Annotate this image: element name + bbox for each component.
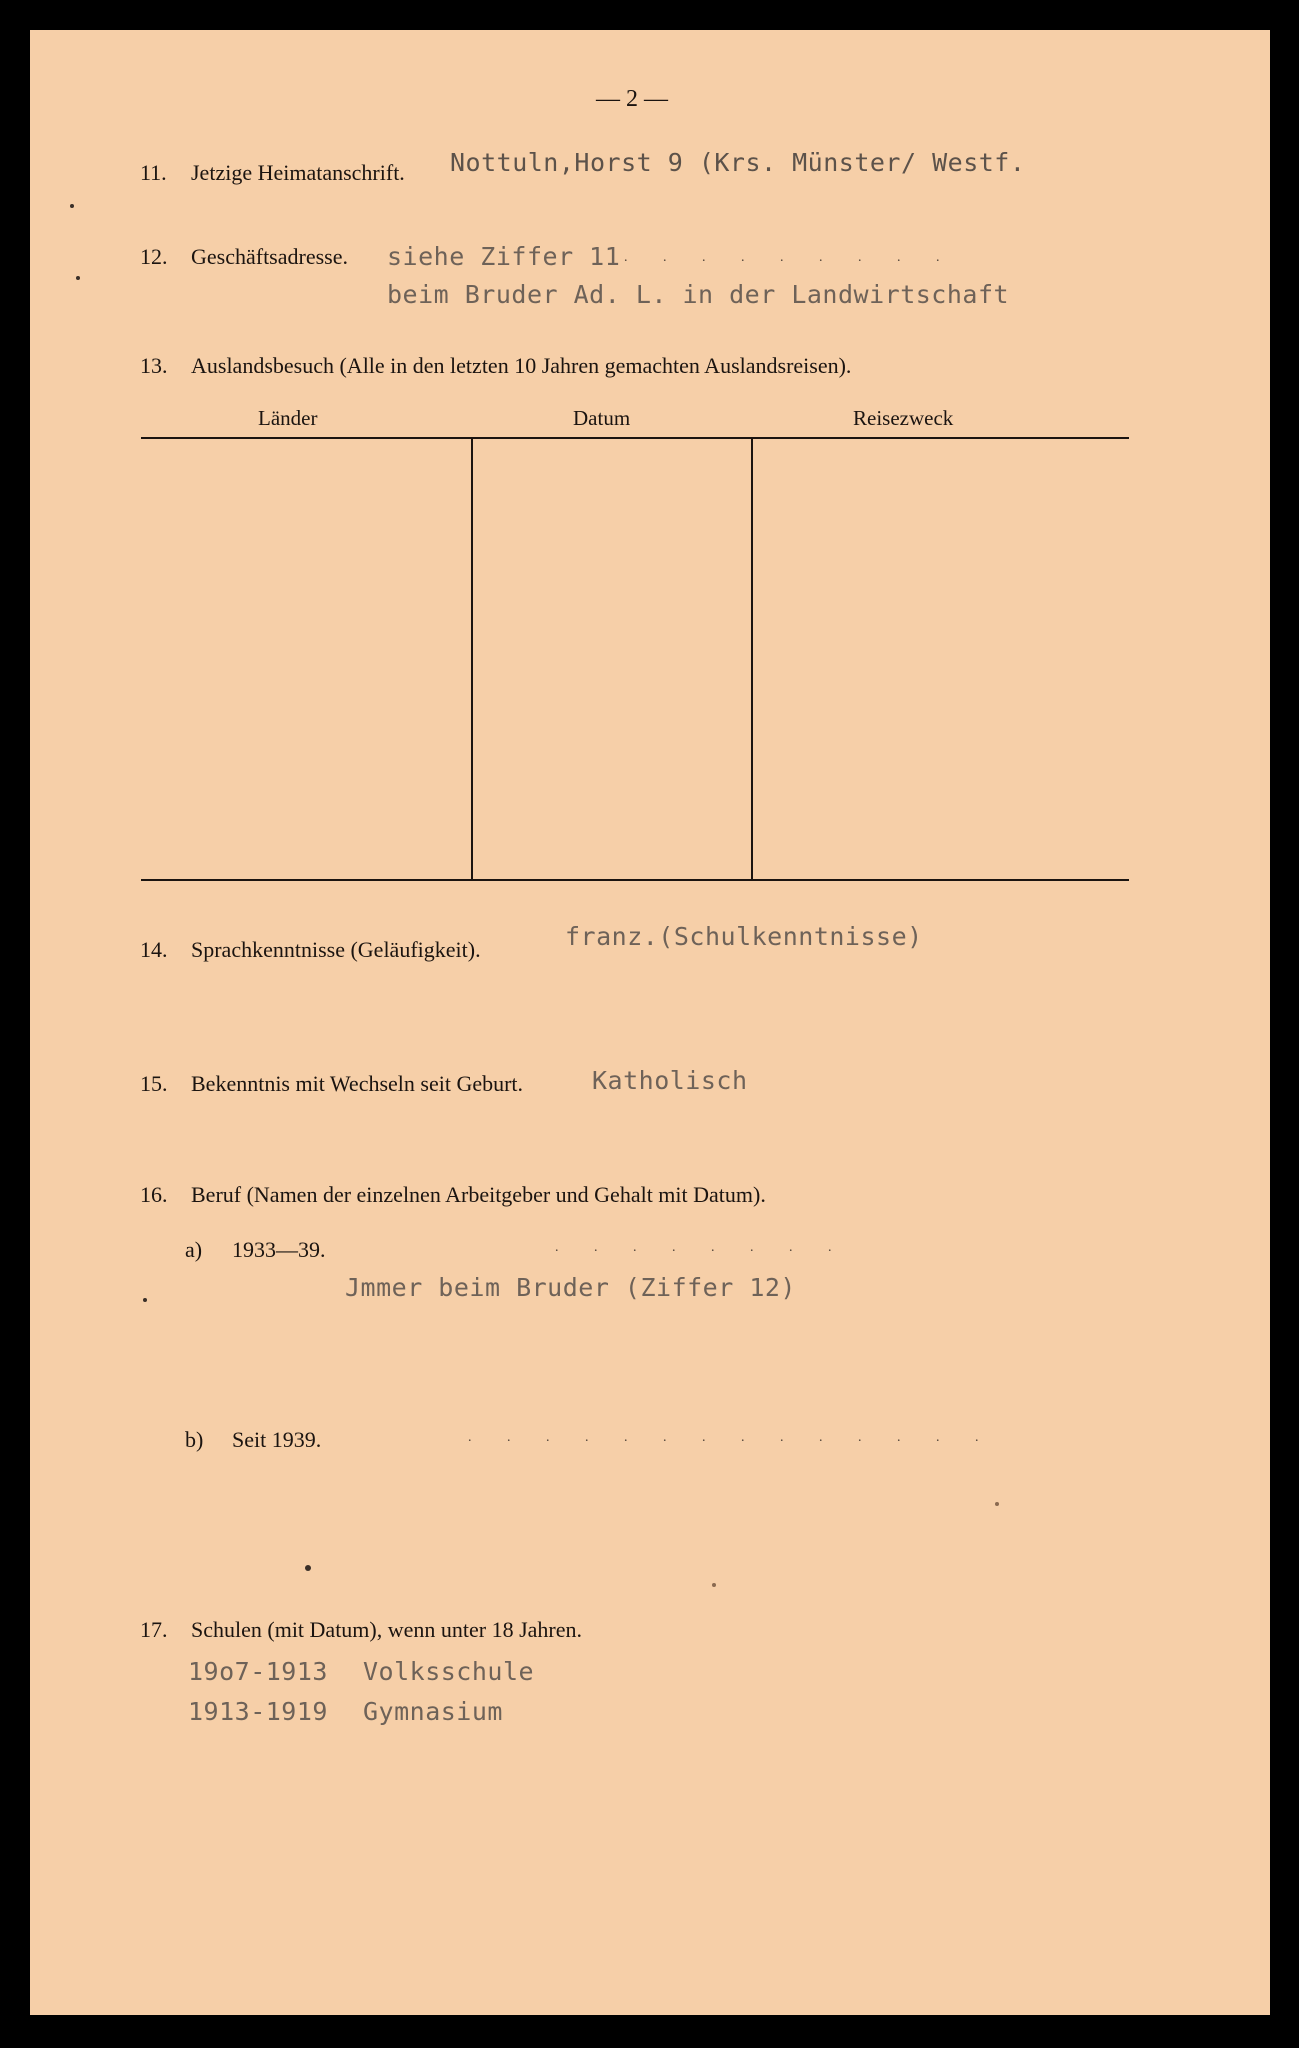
table-header-datum: Datum [573,406,631,430]
table-column-divider-2 [751,439,753,879]
item-15-label: Bekenntnis mit Wechseln seit Geburt. [191,1071,524,1096]
school-1-period: 19o7-1913 [188,1657,328,1686]
item-17-label: Schulen (mit Datum), wenn unter 18 Jahren. [191,1617,583,1642]
item-12-value-line1: siehe Ziffer 11 [387,242,621,271]
item-12-number: 12. [140,244,168,269]
item-14-number: 14. [140,937,168,962]
item-11-number: 11. [140,160,167,185]
item-16a-period: 1933—39. [232,1237,326,1262]
dotted-leader: . . . . . . . . . [624,250,956,265]
dotted-leader: . . . . . . . . . . . . . . [468,1430,995,1445]
item-12-value-line2: beim Bruder Ad. L. in der Landwirtschaft [387,280,1010,309]
table-top-rule [141,437,1129,439]
item-16b-period: Seit 1939. [232,1427,322,1452]
item-16-label: Beruf (Namen der einzelnen Arbeitgeber und Gehalt mit Datum). [191,1182,766,1207]
paper-speck [76,276,80,280]
item-12-label: Geschäftsadresse. [191,244,348,269]
item-13-number: 13. [140,353,168,378]
table-column-divider-1 [471,439,473,879]
item-13-label: Auslandsbesuch (Alle in den letzten 10 Jahren gemachten Auslandsreisen). [191,353,852,378]
item-16a-value: Jmmer beim Bruder (Ziffer 12) [345,1273,796,1302]
item-15-value: Katholisch [592,1066,748,1095]
item-16b-label: b) [185,1427,204,1452]
item-16a-label: a) [185,1237,203,1262]
item-14-label: Sprachkenntnisse (Geläufigkeit). [191,937,481,962]
paper-speck [70,204,74,208]
school-1-name: Volksschule [363,1657,535,1686]
item-14-value: franz.(Schulkenntnisse) [565,922,923,951]
paper-speck [305,1565,311,1571]
item-15-number: 15. [140,1071,168,1096]
table-bottom-rule [141,879,1129,881]
school-2-period: 1913-1919 [188,1697,328,1726]
table-header-laender: Länder [258,406,318,430]
table-header-reisezweck: Reisezweck [853,406,954,430]
paper-speck [143,1298,147,1302]
item-17-number: 17. [140,1617,168,1642]
page-number: — 2 — [596,86,668,112]
item-16-number: 16. [140,1182,168,1207]
school-2-name: Gymnasium [363,1697,503,1726]
item-11-label: Jetzige Heimatanschrift. [191,160,405,185]
dotted-leader: . . . . . . . . [555,1240,848,1255]
paper-speck [712,1583,716,1587]
item-11-value: Nottuln,Horst 9 (Krs. Münster/ Westf. [450,148,1026,177]
paper-speck [995,1502,999,1506]
